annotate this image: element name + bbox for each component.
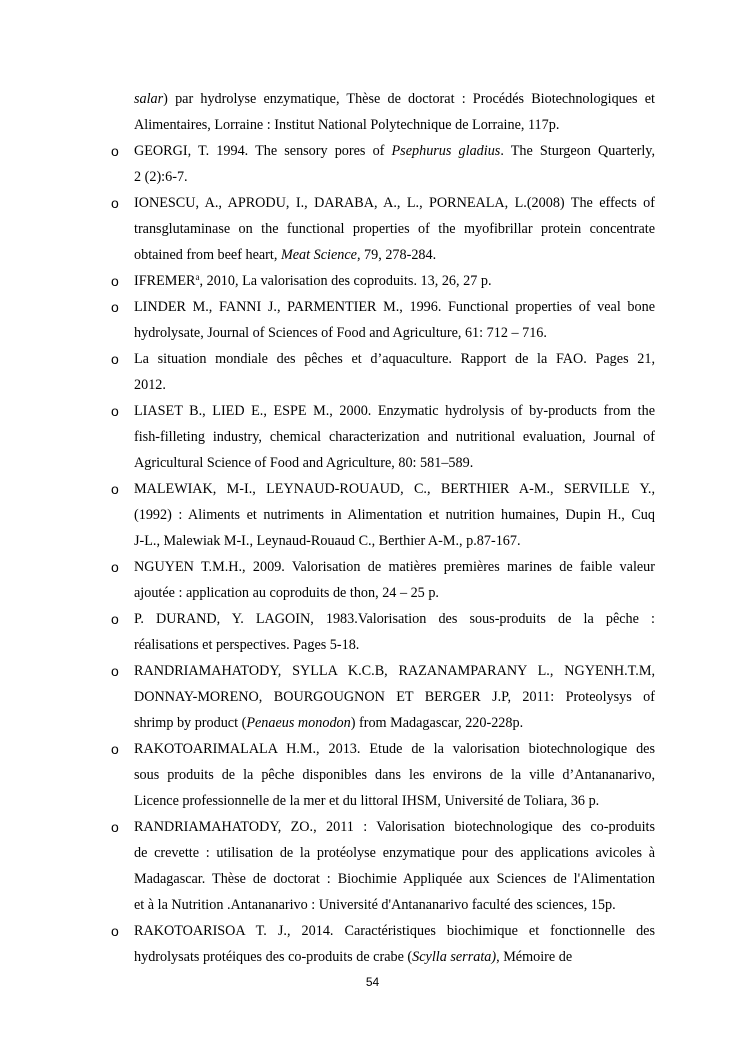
reference-text: J-L., Malewiak M-I., Leynaud-Rouaud C., Berthier A-M., p.87-167. <box>134 533 521 549</box>
reference-line <box>134 398 655 424</box>
reference-line <box>134 268 655 294</box>
reference-line <box>134 528 655 554</box>
reference-text: . The Sturgeon Quarterly, <box>500 143 655 159</box>
reference-text: obtained from beef heart, <box>134 247 281 263</box>
reference-text: La situation mondiale des pêches et d’aquaculture. Rapport de la FAO. Pages 21, <box>134 351 655 367</box>
italic-text: salar <box>134 91 164 107</box>
reference-text: de crevette : utilisation de la protéolyse enzymatique pour des applications avicoles à <box>134 845 655 861</box>
reference-text: IONESCU, A., APRODU, I., DARABA, A., L., PORNEALA, L.(2008) The effects of <box>134 195 655 211</box>
reference-text: , 2010, La valorisation des coproduits. 13, 26, 27 p. <box>199 273 492 289</box>
reference-text: Agricultural Science of Food and Agriculture, 80: 581–589. <box>134 455 474 471</box>
reference-text: Alimentaires, Lorraine : Institut National Polytechnique de Lorraine, 117p. <box>134 117 560 133</box>
bullet-icon: o <box>111 923 119 939</box>
reference-text: NGUYEN T.M.H., 2009. Valorisation de matières premières marines de faible valeur <box>134 559 655 575</box>
reference-line <box>134 892 655 918</box>
reference-text: ) par hydrolyse enzymatique, Thèse de doctorat : Procédés Biotechnologiques et <box>163 91 655 107</box>
reference-list <box>0 86 745 970</box>
italic-text: Psephurus gladius <box>391 143 501 159</box>
reference-line <box>134 762 655 788</box>
bullet-icon: o <box>111 819 119 835</box>
italic-text: Scylla serrata) <box>412 949 497 965</box>
bullet-icon: o <box>111 143 119 159</box>
reference-item <box>0 346 745 398</box>
reference-text: réalisations et perspectives. Pages 5-18. <box>134 637 360 653</box>
reference-text: ) from Madagascar, 220-228p. <box>350 715 524 731</box>
reference-line <box>134 840 655 866</box>
reference-line <box>134 294 655 320</box>
reference-text: 2 (2):6-7. <box>134 169 188 185</box>
reference-line <box>134 944 655 970</box>
reference-text: GEORGI, T. 1994. The sensory pores of <box>134 143 392 159</box>
reference-text: shrimp by product ( <box>134 715 247 731</box>
reference-item <box>0 294 745 346</box>
reference-text: ajoutée : application au coproduits de thon, 24 – 25 p. <box>134 585 439 601</box>
reference-item <box>0 476 745 554</box>
reference-continuation <box>0 86 745 138</box>
reference-text: , 79, 278-284. <box>356 247 437 263</box>
reference-line <box>134 658 655 684</box>
reference-item <box>0 554 745 606</box>
reference-line <box>134 866 655 892</box>
reference-item <box>0 736 745 814</box>
reference-item <box>0 606 745 658</box>
reference-text: 2012. <box>134 377 166 393</box>
bullet-icon: o <box>111 559 119 575</box>
reference-item <box>0 658 745 736</box>
reference-line <box>134 216 655 242</box>
reference-text: RAKOTOARIMALALA H.M., 2013. Etude de la valorisation biotechnologique des <box>134 741 655 757</box>
bullet-icon: o <box>111 299 119 315</box>
reference-item <box>0 190 745 268</box>
reference-line <box>134 788 655 814</box>
reference-text: MALEWIAK, M-I., LEYNAUD-ROUAUD, C., BERTHIER A-M., SERVILLE Y., <box>134 481 655 497</box>
reference-line <box>134 918 655 944</box>
reference-item <box>0 814 745 918</box>
reference-text: P. DURAND, Y. LAGOIN, 1983.Valorisation des sous-produits de la pêche : <box>134 611 655 627</box>
reference-line <box>134 242 655 268</box>
italic-text: Meat Science <box>280 247 357 263</box>
reference-text: et à la Nutrition .Antananarivo : Université d'Antananarivo faculté des sciences, 15p. <box>134 897 616 913</box>
reference-text: fish-filleting industry, chemical characterization and nutritional evaluation, Journal of <box>134 429 655 445</box>
reference-line <box>134 164 655 190</box>
reference-line <box>134 138 655 164</box>
reference-text: (1992) : Aliments et nutriments in Alimentation et nutrition humaines, Dupin H., Cuq <box>134 507 655 523</box>
bullet-icon: o <box>111 741 119 757</box>
reference-text: hydrolysate, Journal of Sciences of Food and Agriculture, 61: 712 – 716. <box>134 325 547 341</box>
bullet-icon: o <box>111 195 119 211</box>
reference-line <box>134 554 655 580</box>
reference-text: DONNAY-MORENO, BOURGOUGNON ET BERGER J.P, 2011: Proteolysys of <box>134 689 655 705</box>
reference-text: hydrolysats protéiques des co-produits de crabe ( <box>134 949 413 965</box>
bullet-icon: o <box>111 611 119 627</box>
reference-text: RAKOTOARISOA T. J., 2014. Caractéristiques biochimique et fonctionnelle des <box>134 923 655 939</box>
reference-line <box>134 736 655 762</box>
reference-item <box>0 918 745 970</box>
reference-line <box>134 710 655 736</box>
reference-line <box>134 320 655 346</box>
bullet-icon: o <box>111 481 119 497</box>
bullet-icon: o <box>111 403 119 419</box>
reference-text: RANDRIAMAHATODY, SYLLA K.C.B, RAZANAMPARANY L., NGYENH.T.M, <box>134 663 655 679</box>
reference-text: Madagascar. Thèse de doctorat : Biochimie Appliquée aux Sciences de l'Alimentation <box>134 871 655 887</box>
reference-text: transglutaminase on the functional properties of the myofibrillar protein concentrate <box>134 221 655 237</box>
reference-text: RANDRIAMAHATODY, ZO., 2011 : Valorisation biotechnologique des co-produits <box>134 819 655 835</box>
reference-line <box>134 476 655 502</box>
reference-line <box>134 346 655 372</box>
italic-text: Penaeus monodon <box>246 715 351 731</box>
reference-line <box>134 450 655 476</box>
reference-line <box>134 112 655 138</box>
reference-line <box>134 580 655 606</box>
page-number: 54 <box>365 975 380 989</box>
reference-text: , Mémoire de <box>496 949 573 965</box>
reference-line <box>134 814 655 840</box>
reference-text: LINDER M., FANNI J., PARMENTIER M., 1996. Functional properties of veal bone <box>134 299 655 315</box>
reference-line <box>134 606 655 632</box>
reference-line <box>134 424 655 450</box>
reference-line <box>134 684 655 710</box>
reference-item <box>0 398 745 476</box>
reference-item <box>0 138 745 190</box>
reference-item <box>0 268 745 294</box>
reference-text: IFREMER <box>134 273 196 289</box>
reference-line <box>134 632 655 658</box>
reference-line <box>134 86 655 112</box>
reference-text: LIASET B., LIED E., ESPE M., 2000. Enzymatic hydrolysis of by-products from the <box>134 403 655 419</box>
bullet-icon: o <box>111 351 119 367</box>
reference-text: sous produits de la pêche disponibles dans les environs de la ville d’Antananarivo, <box>134 767 655 783</box>
reference-text: Licence professionnelle de la mer et du littoral IHSM, Université de Toliara, 36 p. <box>134 793 600 809</box>
reference-line <box>134 190 655 216</box>
reference-line <box>134 372 655 398</box>
superscript-text: a <box>195 272 200 282</box>
bullet-icon: o <box>111 273 119 289</box>
bullet-icon: o <box>111 663 119 679</box>
reference-line <box>134 502 655 528</box>
